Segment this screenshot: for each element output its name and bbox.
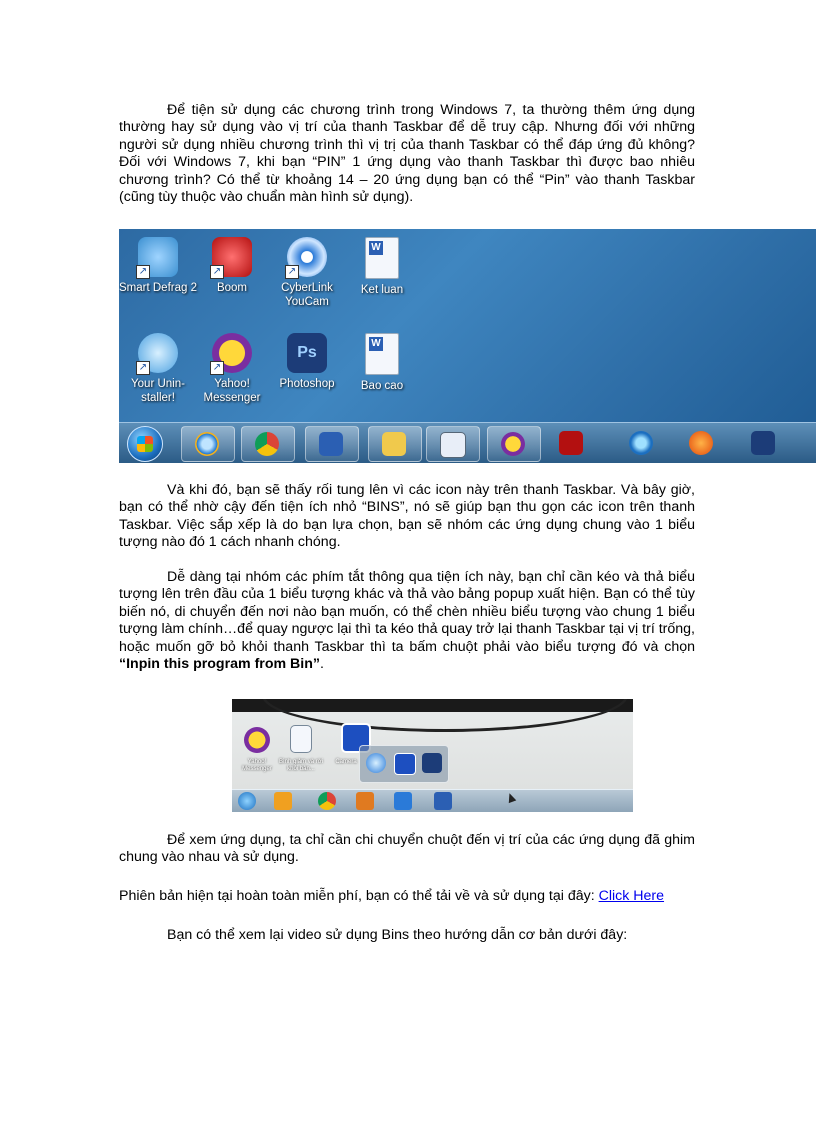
- taskbar: [119, 422, 816, 463]
- video-paragraph: Bạn có thể xem lại video sử dụng Bins theo hướng dẫn cơ bản dưới đây:: [167, 927, 628, 943]
- unpin-command-text: “Inpin this program from Bin”: [119, 656, 320, 673]
- ie-taskbar-button: [181, 426, 235, 462]
- yahoo-messenger-icon: ↗ Yahoo! Messenger: [193, 333, 271, 405]
- ket-luan-doc-icon: W Ket luan: [343, 237, 421, 297]
- documents-taskbar-button: [426, 426, 480, 462]
- boom-icon: ↗ Boom: [193, 237, 271, 295]
- smart-defrag-icon: ↗ Smart Defrag 2: [119, 237, 197, 295]
- bins-intro-paragraph: Và khi đó, bạn sẽ thấy rối tung lên vì các icon này trên thanh Taskbar. Và bây giờ, bạn có thể nhờ cậy đến tiện ích nhỏ “BINS”, nó sẽ giúp bạn thu gọn các icon trên thanh Taskbar. Việc sắp xếp là do bạn lựa chọn, bạn sẽ nhóm các ứng dụng chung vào 1 biểu tượng nào đó 1 cách nhanh chóng.: [119, 482, 695, 551]
- start-orb: [127, 426, 163, 462]
- bins-popup-panel: [359, 745, 449, 783]
- bao-cao-doc-icon: W Bao cao: [343, 333, 421, 393]
- bins-popup-screenshot: Yahoo! Messenger Bình giảm và rời khỏi bản... Camera: [232, 699, 633, 812]
- doc-desktop-icon: [290, 725, 312, 753]
- desktop-screenshot: [119, 229, 816, 463]
- word-taskbar-button: [305, 426, 359, 462]
- click-here-link[interactable]: Click Here: [598, 888, 665, 904]
- explorer-taskbar-button: [368, 426, 422, 462]
- yahoo-taskbar-button: [487, 426, 541, 462]
- grouping-paragraph: Dễ dàng tại nhóm các phím tắt thông qua tiện ích này, bạn chỉ cần kéo và thả biểu tượng lên trên đầu của 1 biểu tượng khác và thả vào bảng popup xuất hiện. Bạn có thể tùy biến nó, di chuyển đến nơi nào bạn muốn, có thể chèn nhiều biểu tượng vào chung 1 biểu tượng làm chính…để quay ngược lại thì ta kéo thả quay trở lại thanh Taskbar tại vị trí trống, hoặc muốn gỡ bỏ khỏi thanh Taskbar thì ta bấm chuột phải vào biểu tượng đó và chọn “Inpin this program from Bin”.: [119, 569, 695, 673]
- view-apps-paragraph: Để xem ứng dụng, ta chỉ cần chi chuyển chuột đến vị trí của các ứng dụng đã ghim chung vào nhau và sử dụng.: [119, 832, 695, 866]
- your-uninstaller-icon: ↗ Your Unin-staller!: [119, 333, 197, 405]
- photoshop-icon: Ps Photoshop: [268, 333, 346, 391]
- yahoo-desktop-icon: [244, 727, 270, 753]
- taskbar-small: [232, 789, 633, 812]
- intro-paragraph: Để tiện sử dụng các chương trình trong Windows 7, ta thường thêm ứng dụng thường hay sử dụng vào vị trí của thanh Taskbar để dễ truy cập. Nhưng đối với những người sử dụng nhiều chương trình thì vị trị của thanh Taskbar có thể đáp ứng đủ không? Đối với Windows 7, khi bạn “PIN” 1 ứng dụng vào thanh Taskbar thì được bao nhiêu chương trình? Có thể từ khoảng 14 – 20 ứng dụng bạn có thể “Pin” vào thanh Taskbar (cũng tùy thuộc vào chuẩn màn hình sử dụng).: [119, 102, 695, 206]
- chrome-taskbar-button: [241, 426, 295, 462]
- cyberlink-youcam-icon: ↗ CyberLink YouCam: [268, 237, 346, 309]
- download-paragraph: Phiên bản hiện tại hoàn toàn miễn phí, bạn có thể tải về và sử dụng tại đây: Click Here: [119, 888, 665, 904]
